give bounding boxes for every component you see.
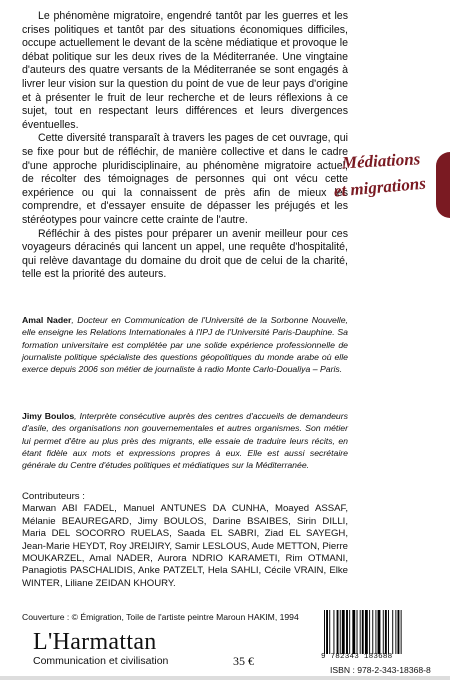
contributors-heading: Contributeurs : <box>22 491 85 502</box>
author-name: Amal Nader <box>22 315 72 325</box>
barcode-bar <box>401 610 402 654</box>
intro-paragraph-3: Réfléchir à des pistes pour préparer un avenir meilleur pour ces voyageurs déracinés qui lancent un appel, une requête d'hospitalité, qui relève davantage du domaine du droit que de celui de la charité, telle est la priorité des auteurs. <box>22 227 348 281</box>
author-name: Jimy Boulos <box>22 411 75 421</box>
barcode-bar <box>388 610 389 654</box>
barcode-bar <box>392 610 393 654</box>
book-title-line-1: Médiations <box>341 149 421 173</box>
bottom-divider <box>0 676 450 680</box>
barcode-bar <box>362 610 364 654</box>
barcode-bar <box>398 610 400 654</box>
publisher-name: L'Harmattan <box>33 629 157 655</box>
isbn-label: ISBN : 978-2-343-18368-8 <box>330 665 431 675</box>
book-title <box>330 150 450 206</box>
contributors-block <box>22 491 348 590</box>
barcode-bar <box>385 610 387 654</box>
barcode-number: 9 782343 183688 <box>321 653 393 661</box>
author-bio-text: , Interprète consécutive auprès des centres d'accueils de demandeurs d'asile, des organisations non gouvernementales et autres organismes. Son métier lui permet d'être au plus près des migrants, elle essaie de traduire leurs récits, en étant fidèle aux mots et expressions propres à eux. Elle est aussi secrétaire générale du Centre d'études politiques et médiatiques sur la Méditerranée. <box>22 411 348 471</box>
publisher-logo <box>33 630 168 667</box>
author-bio-jimy-boulos <box>22 410 348 471</box>
barcode-bar <box>324 610 325 654</box>
barcode-bar <box>395 610 396 654</box>
barcode-image <box>323 610 433 654</box>
publisher-tagline: Communication et civilisation <box>33 655 169 667</box>
book-title-line-2: et migrations <box>333 173 427 201</box>
barcode-bar <box>337 610 339 654</box>
barcode-bar <box>357 610 358 654</box>
barcode-bar <box>349 610 350 654</box>
barcode-bar <box>372 610 373 654</box>
barcode-bar <box>340 610 341 654</box>
barcode-bar <box>360 610 361 654</box>
author-bio-amal-nader <box>22 314 348 375</box>
back-cover-description <box>22 10 348 282</box>
intro-paragraph-1: Le phénomène migratoire, engendré tantôt par les guerres et les crises politiques et tantôt par des situations économiques difficiles, occupe actuellement le devant de la scène médiatique et provoque le débat politique sur les deux rives de la Méditerranée. Une vingtaine d'auteurs des quatre versants de la Méditerranée se sont engagés à livrer leur vision sur la question du point de vue de leur pays d'origine et à présenter le fruit de leur recherche et de leurs réflexions à ce sujet, tout en respectant leurs différences et leurs divergences éventuelles. <box>22 10 348 131</box>
barcode-bar <box>352 610 355 654</box>
barcode-bar <box>329 610 330 654</box>
contributors-list: Marwan ABI FADEL, Manuel ANTUNES DA CUNHA, Moayed ASSAF, Mélanie BEAUREGARD, Jimy BOULOS, Darine BSAIBES, Sirin DILLI, Maria DEL SOCORRO RUELAS, Saada EL SABRI, Ziad EL SAYEGH, Jean-Marie HEYDT, Roy JREIJIRY, Samir LESLOUS, Aude METTON, Pierre MOUKARZEL, Amal NADER, Aurora NDRIO KARAMETI, Rim OTMANI, Panagiotis PASCHALIDIS, Anke PATZELT, Hela SAHLI, Cécile VRAIN, Elke WINTER, Liliane ZEIDAN KHOURY. <box>22 503 348 589</box>
author-bio-text: , Docteur en Communication de l'Université de la Sorbonne Nouvelle, elle enseigne les Relations Internationales à l'IPJ de l'Université Paris-Dauphine. Sa formation universitaire est complétée par une solide expérience professionnelle de journaliste politique spécialiste des questions géopolitiques du monde arabe où elle exerce depuis 2006 son métier de journaliste à radio Monte Carlo-Doualiya – Paris. <box>22 315 348 375</box>
barcode-bar <box>369 610 370 654</box>
price-label: 35 € <box>233 654 254 668</box>
barcode-bar <box>333 610 334 654</box>
barcode-bar <box>383 610 384 654</box>
barcode-bar <box>378 610 381 654</box>
barcode-bar <box>375 610 376 654</box>
cover-credit: Couverture : © Émigration, Toile de l'artiste peintre Maroun HAKIM, 1994 <box>22 612 299 622</box>
barcode-bar <box>326 610 328 654</box>
barcode-bar <box>342 610 345 654</box>
intro-paragraph-2: Cette diversité transparaît à travers les pages de cet ouvrage, qui se fixe pour but de réfléchir, de manière collective et dans le cadre d'une approche pluridisciplinaire, au phénomène migratoire actuel, de récolter des témoignages de personnes qui ont vécu cette expérience ou qui la connaissent de près afin de mieux les comprendre, et d'essayer ensuite de dépasser les préjugés et les stéréotypes pour vaincre cette crainte de l'autre. <box>22 132 348 226</box>
barcode-bar <box>346 610 348 654</box>
barcode-bar <box>365 610 368 654</box>
